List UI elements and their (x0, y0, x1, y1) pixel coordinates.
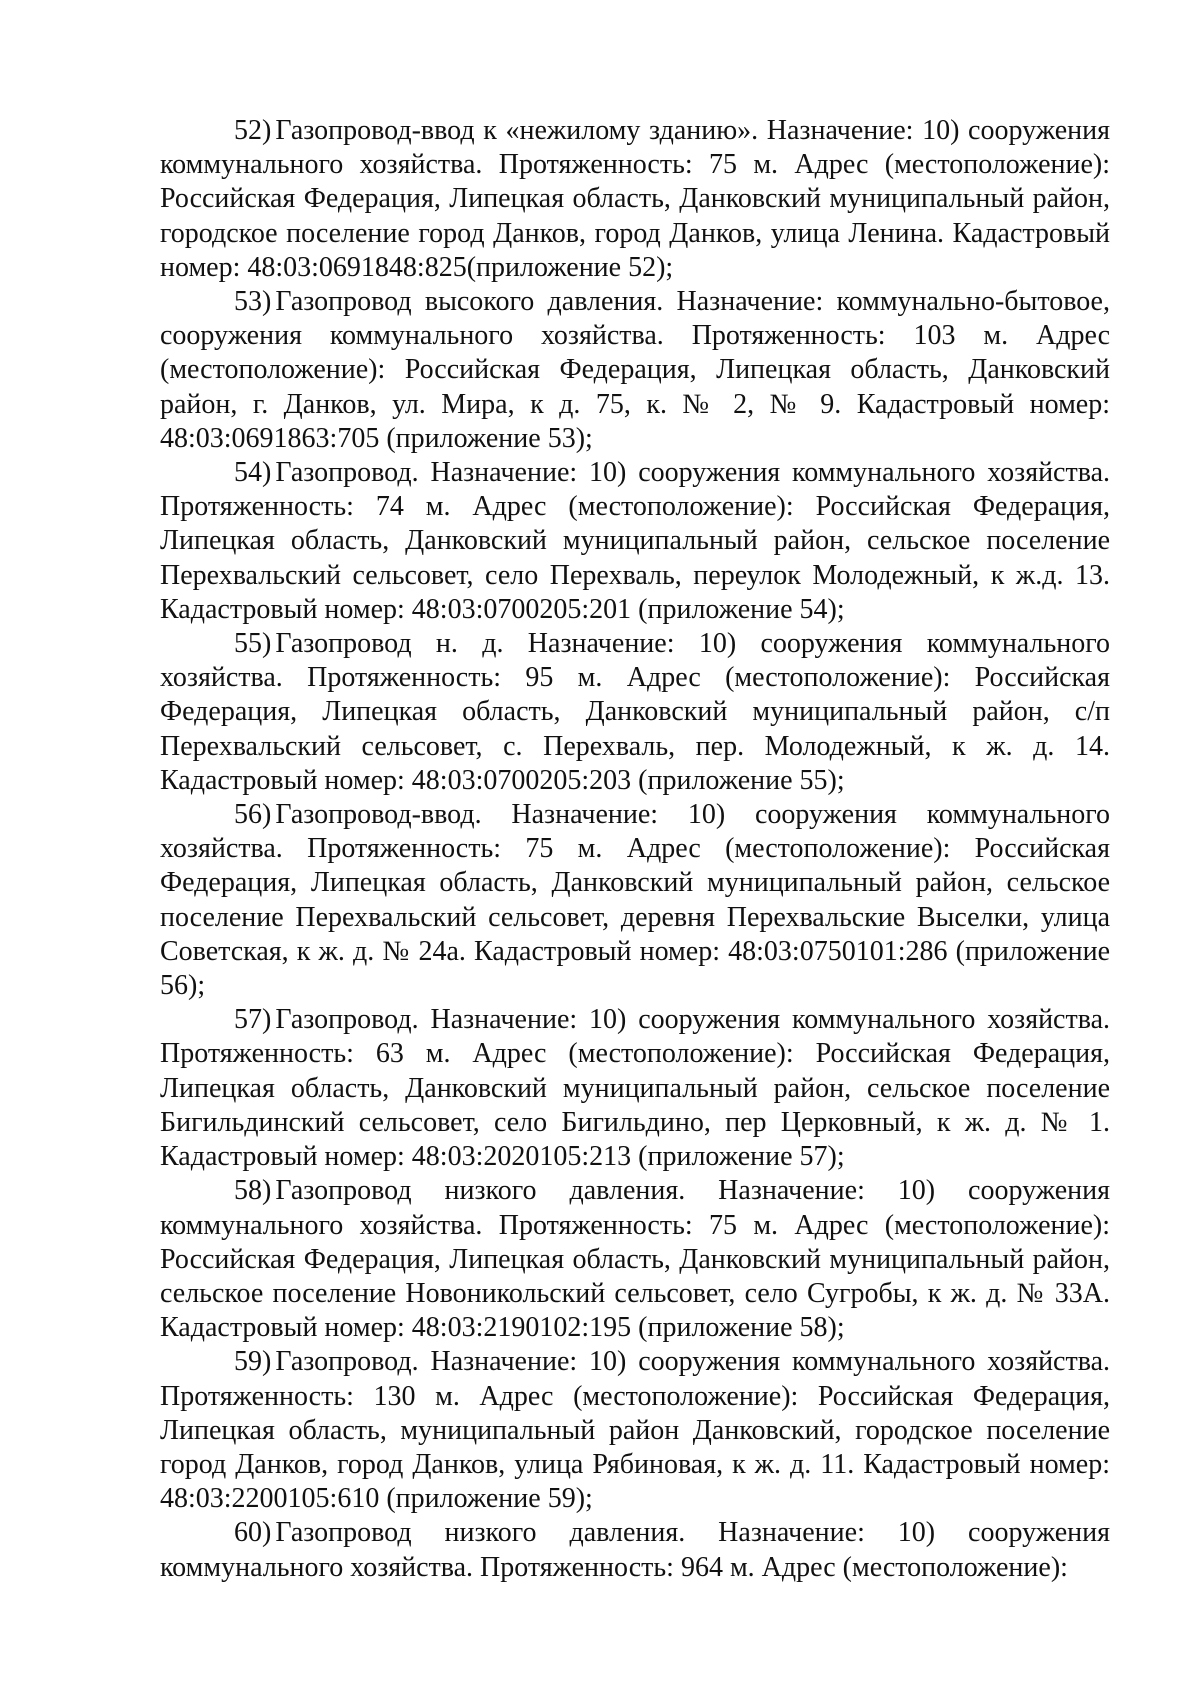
item-number: 52) (234, 115, 272, 146)
item-text: Газопровод низкого давления. Назначение: 10) сооружения коммунального хозяйства. Протяженность: 75 м. Адрес (местоположение): Российская Федерация, Липецкая область, Данковский муниципальный район, сельское поселение Новоникольский сельсовет, село Сугробы, к ж. д. № 33А. Кадастровый номер: 48:03:2190102:195 (приложение 58); (160, 1175, 1110, 1344)
item-number: 58) (234, 1175, 272, 1207)
item-number: 56) (234, 799, 272, 831)
list-item (160, 627, 1110, 798)
list-item (160, 1003, 1110, 1174)
item-number: 60) (234, 1517, 272, 1549)
item-text: Газопровод. Назначение: 10) сооружения коммунального хозяйства. Протяженность: 74 м. Адрес (местоположение): Российская Федерация, Липецкая область, Данковский муниципальный район, сельское поселение Перехвальский сельсовет, село Перехваль, переулок Молодежный, к ж.д. 13. Кадастровый номер: 48:03:0700205:201 (приложение 54); (160, 457, 1110, 625)
item-number: 54) (234, 457, 272, 489)
item-text: Газопровод. Назначение: 10) сооружения коммунального хозяйства. Протяженность: 63 м. Адрес (местоположение): Российская Федерация, Липецкая область, Данковский муниципальный район, сельское поселение Бигильдинский сельсовет, село Бигильдино, пер Церковный, к ж. д. № 1. Кадастровый номер: 48:03:2020105:213 (приложение 57); (160, 1004, 1110, 1173)
item-text: Газопровод высокого давления. Назначение: коммунально-бытовое, сооружения коммунального хозяйства. Протяженность: 103 м. Адрес (местоположение): Российская Федерация, Липецкая область, Данковский район, г. Данков, ул. Мира, к д. 75, к. № 2, № 9. Кадастровый номер: 48:03:0691863:705 (приложение 53); (160, 286, 1110, 454)
item-text: Газопровод. Назначение: 10) сооружения коммунального хозяйства. Протяженность: 130 м. Адрес (местоположение): Российская Федерация, Липецкая область, муниципальный район Данковский, городское поселение город Данков, город Данков, улица Рябиновая, к ж. д. 11. Кадастровый номер: 48:03:2200105:610 (приложение 59); (160, 1346, 1110, 1515)
item-text: Газопровод-ввод к «нежилому зданию». Назначение: 10) сооружения коммунального хозяйства. Протяженность: 75 м. Адрес (местоположение): Российская Федерация, Липецкая область, Данковский муниципальный район, городское поселение город Данков, город Данков, улица Ленина. Кадастровый номер: 48:03:0691848:825(приложение 52); (160, 115, 1110, 283)
item-number: 59) (234, 1346, 272, 1378)
document-body (160, 114, 1110, 1585)
list-item (160, 114, 1110, 285)
item-number: 55) (234, 628, 272, 660)
list-item (160, 798, 1110, 1003)
list-item (160, 1345, 1110, 1516)
list-item (160, 456, 1110, 627)
item-number: 57) (234, 1004, 272, 1036)
item-text: Газопровод-ввод. Назначение: 10) сооружения коммунального хозяйства. Протяженность: 75 м. Адрес (местоположение): Российская Федерация, Липецкая область, Данковский муниципальный район, сельское поселение Перехвальский сельсовет, деревня Перехвальские Выселки, улица Советская, к ж. д. № 24а. Кадастровый номер: 48:03:0750101:286 (приложение 56); (160, 799, 1110, 1002)
item-text: Газопровод н. д. Назначение: 10) сооружения коммунального хозяйства. Протяженность: 95 м. Адрес (местоположение): Российская Федерация, Липецкая область, Данковский муниципальный район, с/п Перехвальский сельсовет, с. Перехваль, пер. Молодежный, к ж. д. 14. Кадастровый номер: 48:03:0700205:203 (приложение 55); (160, 628, 1110, 796)
item-number: 53) (234, 286, 272, 318)
item-text: Газопровод низкого давления. Назначение: 10) сооружения коммунального хозяйства. Протяженность: 964 м. Адрес (местоположение): (160, 1517, 1110, 1583)
list-item (160, 1516, 1110, 1584)
list-item (160, 285, 1110, 456)
list-item (160, 1174, 1110, 1345)
